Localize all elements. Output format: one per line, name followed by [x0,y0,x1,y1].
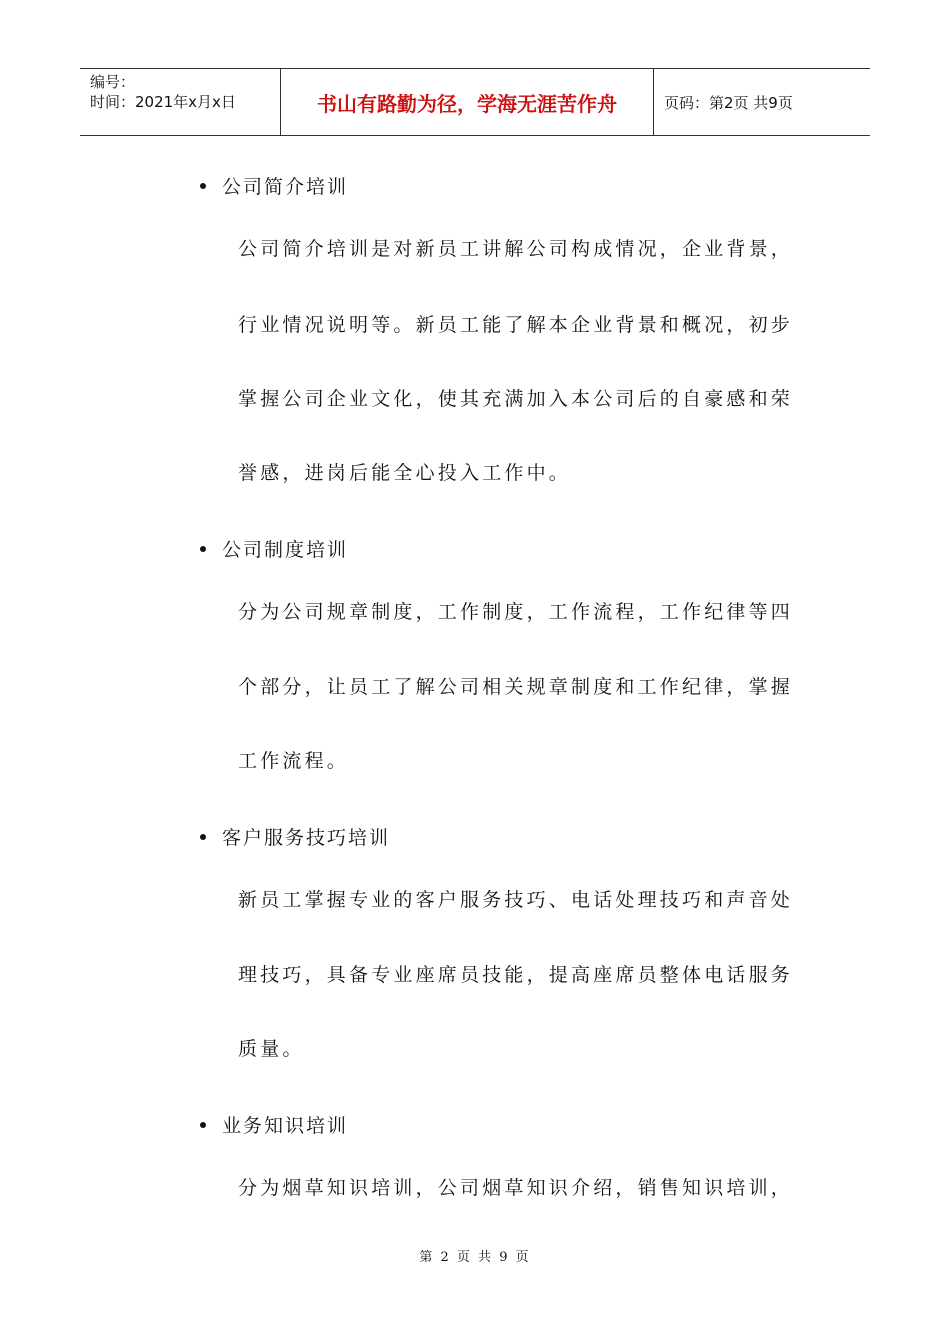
paragraph-line: 质量。 [238,1038,305,1060]
bullet-icon [200,1122,206,1128]
bullet-icon [200,834,206,840]
section-title: 客户服务技巧培训 [222,827,391,849]
header-page-info: 页码：第2页 共9页 [664,93,793,112]
bullet-icon [200,546,206,552]
page-header [80,68,870,136]
paragraph-line: 新员工掌握专业的客户服务技巧、电话处理技巧和声音处 [238,889,794,911]
paragraph-line: 分为烟草知识培训，公司烟草知识介绍，销售知识培训， [238,1177,794,1199]
section-title: 业务知识培训 [222,1115,349,1137]
section-title: 公司简介培训 [222,176,349,198]
serial-number-label: 编号： [90,73,136,91]
paragraph-line: 分为公司规章制度，工作制度，工作流程，工作纪律等四 [238,601,794,623]
section-heading [200,1111,348,1138]
paragraph-line: 掌握公司企业文化，使其充满加入本公司后的自豪感和荣 [238,388,794,410]
paragraph-line: 理技巧，具备专业座席员技能，提高座席员整体电话服务 [238,964,794,986]
section-title: 公司制度培训 [222,539,349,561]
section-heading [200,535,348,562]
section-heading [200,823,390,850]
bullet-icon [200,183,206,189]
paragraph-line: 行业情况说明等。新员工能了解本企业背景和概况，初步 [238,314,794,336]
paragraph-line: 个部分，让员工了解公司相关规章制度和工作纪律，掌握 [238,676,794,698]
date-label: 时间：2021年x月x日 [90,93,236,111]
page-footer: 第 2 页 共 9 页 [419,1250,531,1265]
paragraph-line: 公司简介培训是对新员工讲解公司构成情况，企业背景， [238,238,794,260]
header-meta [80,69,281,135]
paragraph-line: 誉感，进岗后能全心投入工作中。 [238,462,572,484]
header-motto: 书山有路勤为径，学海无涯苦作舟 [281,69,654,135]
paragraph-line: 工作流程。 [238,750,350,772]
section-heading [200,172,348,199]
